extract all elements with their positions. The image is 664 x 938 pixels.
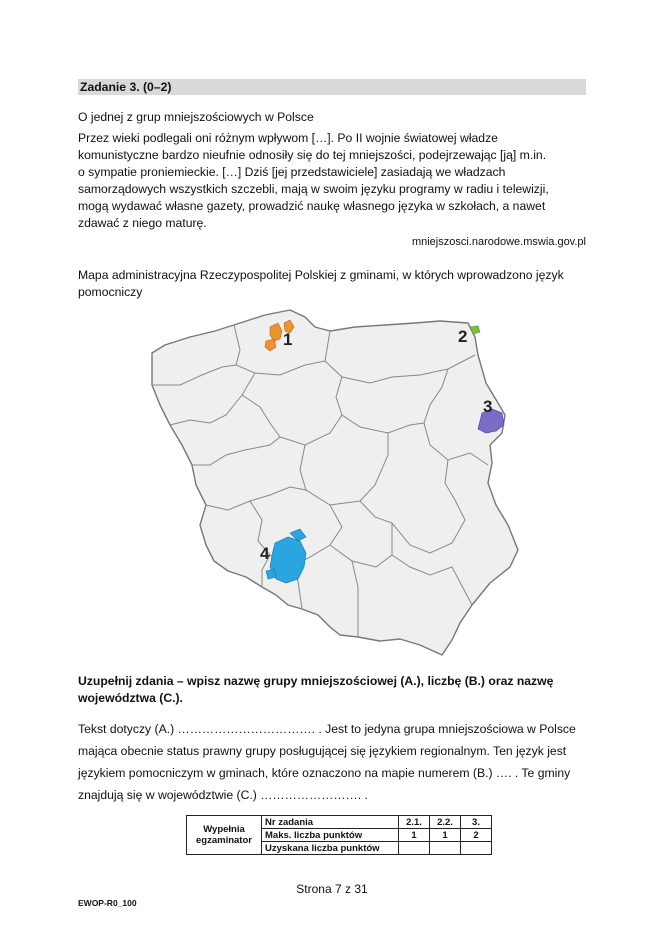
- fill-in-task: [78, 718, 576, 806]
- map-caption-line: pomocniczy: [78, 285, 143, 299]
- task-line: językiem pomocniczym w gminach, które oznaczono na mapie numerem (B.) …. . Te gminy: [78, 766, 571, 780]
- max-label: Maks. liczba punktów: [262, 829, 399, 842]
- score-input-cell[interactable]: [399, 842, 430, 855]
- instruction-line: województwa (C.).: [78, 691, 183, 705]
- quote-line: o sympatie proniemieckie. […] Dziś [jej przedstawiciele] zasiadają we władzach: [78, 165, 506, 179]
- instruction-line: Uzupełnij zdania – wpisz nazwę grupy mniejszościowej (A.), liczbę (B.) oraz nazwę: [78, 674, 554, 688]
- poland-outline: [152, 310, 518, 655]
- map-label-2: 2: [458, 327, 468, 346]
- task-title: Zadanie 3. (0–2): [80, 80, 172, 94]
- score-input-cell[interactable]: [461, 842, 492, 855]
- max-points: 1: [399, 829, 430, 842]
- page-number: Strona 7 z 31: [296, 882, 368, 896]
- quote-line: zdawać z niego maturę.: [78, 216, 207, 230]
- task-number: 3.: [461, 816, 492, 829]
- quote-line: samorządowych wszystkich szczebli, mają w swoim języku programy w radiu i telewizji,: [78, 182, 549, 196]
- quote-line: komunistyczne bardzo nieufnie odnosiły się do tej mniejszości, podejrzewając [ją] m.in.: [78, 148, 547, 162]
- poland-map: [130, 305, 530, 660]
- map-label-4: 4: [260, 544, 270, 563]
- map-label-3: 3: [483, 397, 493, 416]
- quote-source: mniejszosci.narodowe.mswia.gov.pl: [411, 236, 586, 248]
- task-line: znajdują się w województwie (C.) ……………………. .: [78, 788, 368, 802]
- score-table: [186, 815, 492, 855]
- map-label-1: 1: [283, 330, 293, 349]
- quote-line: mogą wydawać własne gazety, prowadzić naukę własnego języka w szkołach, a nawet: [78, 199, 546, 213]
- document-code: EWOP-R0_100: [78, 898, 137, 908]
- task-line: Tekst dotyczy (A.) ……………………………. . Jest to jedyna grupa mniejszościowa w Polsce: [78, 722, 576, 736]
- task-line: mająca obecnie status prawny grupy posługującej się językiem regionalnym. Ten język jest: [78, 744, 567, 758]
- nr-label: Nr zadania: [262, 816, 399, 829]
- instruction: [78, 673, 553, 707]
- got-label: Uzyskana liczba punktów: [262, 842, 399, 855]
- map-caption: [78, 267, 588, 301]
- intro-subtitle: O jednej z grup mniejszościowych w Polsce: [78, 110, 314, 124]
- score-input-cell[interactable]: [430, 842, 461, 855]
- max-points: 1: [430, 829, 461, 842]
- task-number: 2.1.: [399, 816, 430, 829]
- score-row-header: Wypełnia egzaminator: [187, 816, 262, 855]
- task-number: 2.2.: [430, 816, 461, 829]
- map-caption-line: Mapa administracyjna Rzeczypospolitej Polskiej z gminami, w których wprowadzono język: [78, 268, 564, 282]
- quote-line: Przez wieki podlegali oni różnym wpływom […]. Po II wojnie światowej władze: [78, 131, 498, 145]
- task-header: [78, 79, 586, 95]
- source-quote: [78, 130, 588, 232]
- max-points: 2: [461, 829, 492, 842]
